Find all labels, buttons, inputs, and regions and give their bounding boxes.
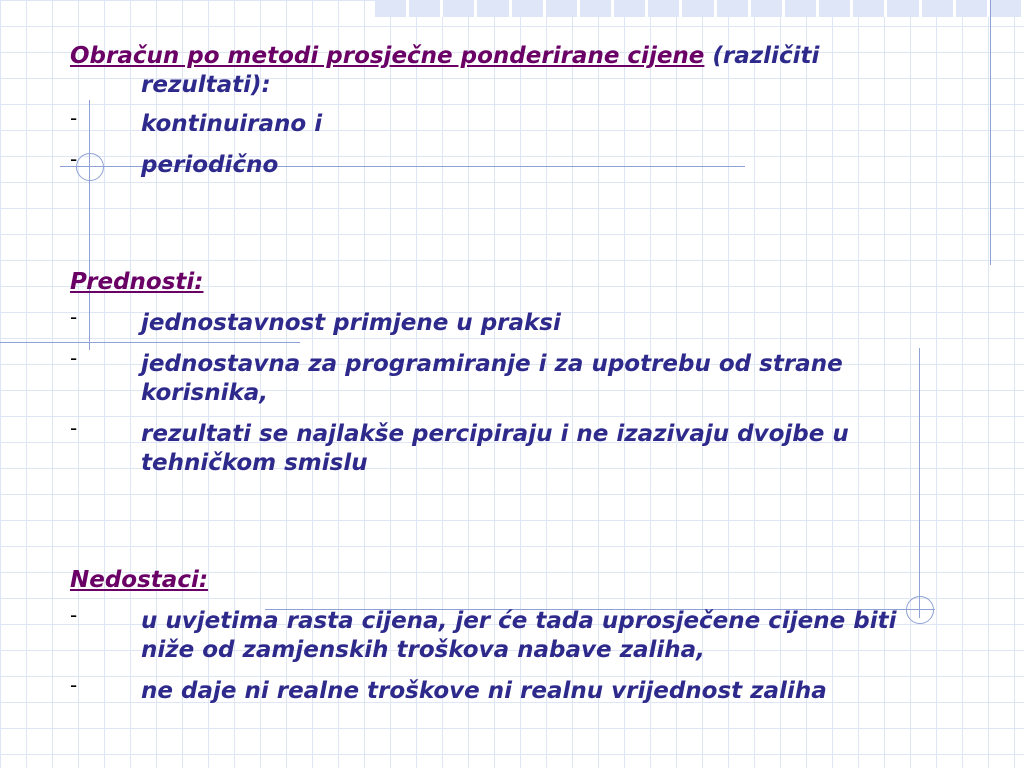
list-item: - u uvjetima rasta cijena, jer će tada uprosječene cijene biti niže od zamjenskih troškova nabave zaliha,: [70, 603, 897, 663]
list-item: - jednostavna za programiranje i za upotrebu od strane korisnika,: [70, 346, 843, 406]
list-item: - periodično: [70, 147, 279, 178]
bullet-dash: -: [70, 147, 78, 171]
advantages-heading: Prednosti:: [70, 269, 204, 295]
bullet-dash: -: [70, 305, 78, 329]
bullet-dash: -: [70, 416, 78, 440]
bullet-dash: -: [70, 603, 78, 627]
method-heading-suffix: (različiti rezultati):: [141, 43, 820, 98]
bullet-dash: -: [70, 673, 78, 697]
list-item: - kontinuirano i: [70, 106, 323, 137]
method-heading: Obračun po metodi prosječne ponderirane cijene: [70, 43, 705, 69]
bullet-dash: -: [70, 106, 78, 130]
disadvantages-heading: Nedostaci:: [70, 567, 209, 593]
section-method: [70, 42, 930, 100]
deco-line: [990, 0, 991, 265]
bullet-dash: -: [70, 346, 78, 370]
top-band: [375, 0, 1024, 17]
slide-content: [70, 42, 930, 706]
list-item: - jednostavnost primjene u praksi: [70, 305, 561, 336]
list-item: - ne daje ni realne troškove ni realnu vrijednost zaliha: [70, 673, 827, 704]
list-item: - rezultati se najlakše percipiraju i ne izazivaju dvojbe u tehničkom smislu: [70, 416, 849, 476]
